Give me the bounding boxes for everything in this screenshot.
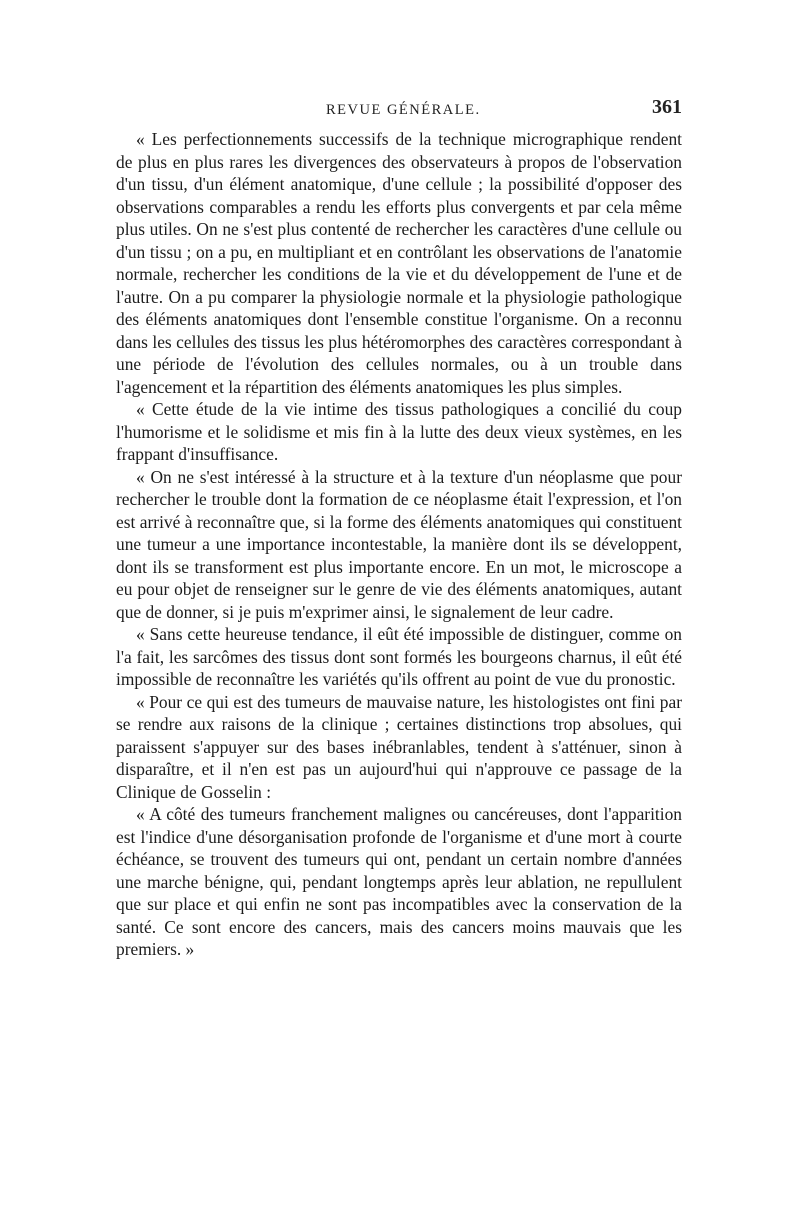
page-number: 361 (652, 96, 682, 118)
paragraph: « Pour ce qui est des tumeurs de mauvaise nature, les histologistes ont fini par se rendre aux raisons de la clinique ; certaines distinctions trop absolues, qui paraissent s'appuyer sur des bases inébranlables, tendent à s'atténuer, sinon à disparaître, et il n'en est pas un aujourd'hui qui n'approuve ce passage de la Clinique de Gosselin : (116, 691, 682, 802)
paragraph: « Les perfectionnements successifs de la technique micrographique rendent de plus en plus rares les divergences des observateurs à propos de l'observation d'un tissu, d'un élément anatomique, d'une cellule ; la possibilité d'opposer des observations comparables a rendu les efforts plus convergents et par cela même plus utiles. On ne s'est plus contenté de rechercher les caractères d'une cellule ou d'un tissu ; on a pu, en multipliant et en contrôlant les observations de l'anatomie normale, rechercher les conditions de la vie et du développement de l'une et de l'autre. On a pu comparer la physiologie normale et la physiologie pathologique des éléments anatomiques dont l'ensemble constitue l'organisme. On a reconnu dans les cellules des tissus les plus hétéromorphes des caractères correspondant à une période de l'évolution des cellules normales, ou à un trouble dans l'agencement et la répartition des éléments anatomiques les plus simples. (116, 129, 682, 397)
paragraph: « Sans cette heureuse tendance, il eût été impossible de distinguer, comme on l'a fait, les sarcômes des tissus dont sont formés les bourgeons charnus, il eût été impossible de reconnaître les variétés qu'ils offrent au point de vue du pronostic. (116, 624, 682, 689)
paragraph: « On ne s'est intéressé à la structure et à la texture d'un néoplasme que pour rechercher le trouble dont la formation de ce néoplasme était l'expression, et l'on est arrivé à reconnaître que, si la forme des éléments anatomiques qui constituent une tumeur a une importance incontestable, la manière dont ils se développent, dont ils se transforment est plus importante encore. En un mot, le microscope a eu pour objet de renseigner sur le genre de vie des éléments anatomiques, autant que de donner, si je puis m'exprimer ainsi, le signalement de leur cadre. (116, 466, 682, 622)
paragraph: « Cette étude de la vie intime des tissus pathologiques a concilié du coup l'humorisme et le solidisme et mis fin à la lutte des deux vieux systèmes, en les frappant d'insuffisance. (116, 399, 682, 464)
paragraph: « A côté des tumeurs franchement malignes ou cancéreuses, dont l'apparition est l'indice d'une désorganisation profonde de l'organisme et d'une mort à courte échéance, se trouvent des tumeurs qui ont, pendant un certain nombre d'années une marche bénigne, qui, pendant longtemps après leur ablation, ne repullulent que sur place et qui enfin ne sont pas incompatibles avec la conservation de la santé. Ce sont encore des cancers, mais des cancers moins mauvais que les premiers. » (116, 804, 682, 959)
running-header (116, 96, 682, 128)
body-text (116, 128, 682, 961)
running-title: REVUE GÉNÉRALE. (326, 102, 481, 118)
document-page (116, 96, 682, 961)
